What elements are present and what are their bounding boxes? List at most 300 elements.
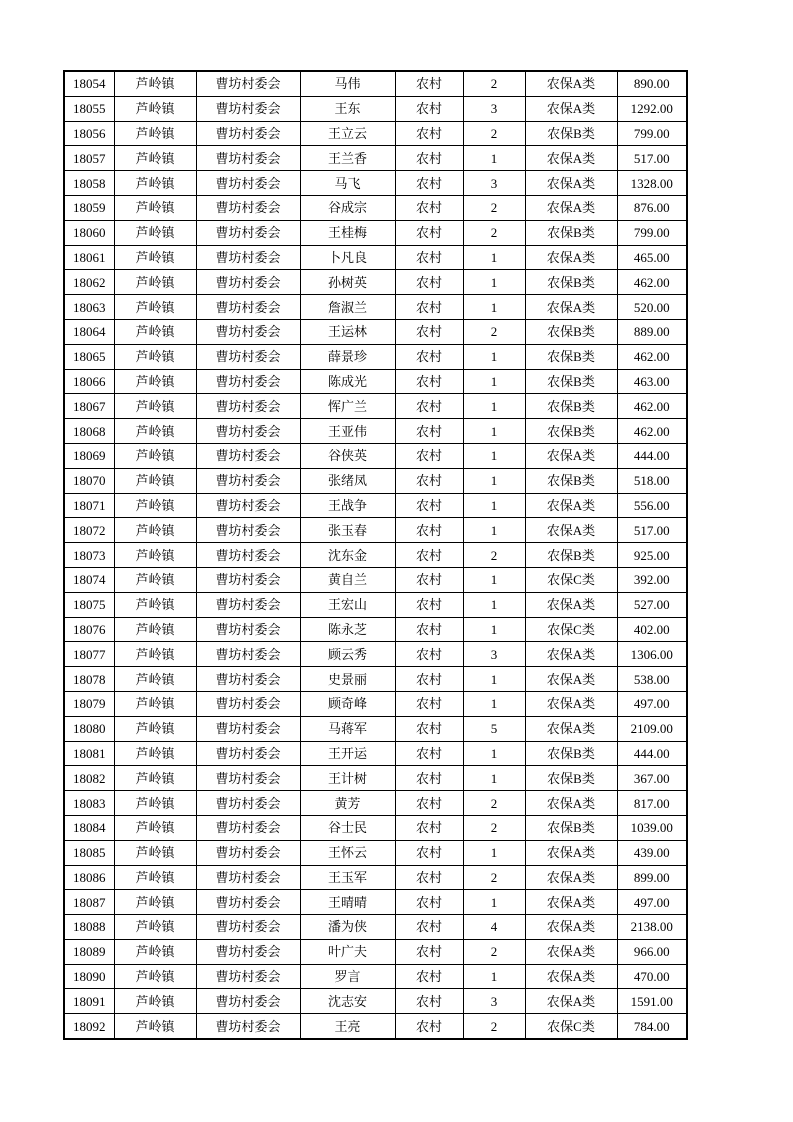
cell-serial-number: 18088 [64,915,114,940]
cell-town: 芦岭镇 [114,865,196,890]
cell-amount: 799.00 [617,220,687,245]
cell-household-type: 农村 [395,369,463,394]
cell-amount: 462.00 [617,419,687,444]
cell-serial-number: 18060 [64,220,114,245]
cell-amount: 1306.00 [617,642,687,667]
cell-household-type: 农村 [395,295,463,320]
cell-town: 芦岭镇 [114,171,196,196]
cell-amount: 1328.00 [617,171,687,196]
cell-person-count: 2 [463,815,525,840]
cell-insurance-category: 农保B类 [525,543,617,568]
cell-serial-number: 18070 [64,468,114,493]
cell-insurance-category: 农保C类 [525,617,617,642]
table-row [64,493,687,518]
cell-insurance-category: 农保A类 [525,791,617,816]
cell-serial-number: 18062 [64,270,114,295]
table-row [64,865,687,890]
cell-household-type: 农村 [395,989,463,1014]
cell-serial-number: 18073 [64,543,114,568]
cell-person-name: 顾奇峰 [300,691,395,716]
cell-town: 芦岭镇 [114,295,196,320]
cell-person-count: 1 [463,567,525,592]
cell-insurance-category: 农保C类 [525,567,617,592]
cell-serial-number: 18056 [64,121,114,146]
cell-household-type: 农村 [395,468,463,493]
table-row [64,617,687,642]
cell-person-name: 马飞 [300,171,395,196]
cell-town: 芦岭镇 [114,71,196,96]
cell-village-committee: 曹坊村委会 [196,121,300,146]
cell-person-name: 王立云 [300,121,395,146]
cell-insurance-category: 农保B类 [525,815,617,840]
cell-town: 芦岭镇 [114,691,196,716]
cell-person-name: 王东 [300,96,395,121]
cell-person-count: 3 [463,96,525,121]
cell-insurance-category: 农保A类 [525,890,617,915]
table-row [64,964,687,989]
cell-person-count: 1 [463,344,525,369]
cell-village-committee: 曹坊村委会 [196,815,300,840]
cell-insurance-category: 农保A类 [525,71,617,96]
cell-serial-number: 18090 [64,964,114,989]
table-row [64,121,687,146]
cell-person-name: 薛景珍 [300,344,395,369]
cell-insurance-category: 农保B类 [525,468,617,493]
table-row [64,369,687,394]
cell-serial-number: 18063 [64,295,114,320]
cell-village-committee: 曹坊村委会 [196,493,300,518]
table-row [64,96,687,121]
cell-village-committee: 曹坊村委会 [196,195,300,220]
cell-person-count: 1 [463,468,525,493]
cell-serial-number: 18067 [64,394,114,419]
cell-village-committee: 曹坊村委会 [196,369,300,394]
cell-town: 芦岭镇 [114,617,196,642]
cell-town: 芦岭镇 [114,146,196,171]
cell-insurance-category: 农保A类 [525,443,617,468]
cell-serial-number: 18068 [64,419,114,444]
cell-person-name: 谷士民 [300,815,395,840]
cell-household-type: 农村 [395,419,463,444]
cell-village-committee: 曹坊村委会 [196,915,300,940]
cell-town: 芦岭镇 [114,741,196,766]
table-row [64,220,687,245]
table-row [64,915,687,940]
table-row [64,716,687,741]
cell-amount: 876.00 [617,195,687,220]
cell-village-committee: 曹坊村委会 [196,220,300,245]
cell-household-type: 农村 [395,741,463,766]
cell-town: 芦岭镇 [114,518,196,543]
cell-household-type: 农村 [395,791,463,816]
cell-serial-number: 18081 [64,741,114,766]
cell-person-name: 潘为侠 [300,915,395,940]
cell-person-name: 黄自兰 [300,567,395,592]
cell-household-type: 农村 [395,865,463,890]
cell-town: 芦岭镇 [114,890,196,915]
cell-household-type: 农村 [395,567,463,592]
cell-town: 芦岭镇 [114,716,196,741]
cell-town: 芦岭镇 [114,667,196,692]
cell-person-name: 顾云秀 [300,642,395,667]
cell-serial-number: 18065 [64,344,114,369]
cell-person-count: 1 [463,369,525,394]
cell-amount: 520.00 [617,295,687,320]
cell-person-count: 4 [463,915,525,940]
cell-village-committee: 曹坊村委会 [196,171,300,196]
cell-insurance-category: 农保A类 [525,146,617,171]
table-row [64,394,687,419]
cell-village-committee: 曹坊村委会 [196,716,300,741]
table-body [64,71,687,1039]
cell-serial-number: 18085 [64,840,114,865]
cell-person-count: 1 [463,270,525,295]
cell-household-type: 农村 [395,915,463,940]
table-row [64,592,687,617]
cell-amount: 527.00 [617,592,687,617]
cell-village-committee: 曹坊村委会 [196,691,300,716]
cell-amount: 439.00 [617,840,687,865]
cell-person-name: 王兰香 [300,146,395,171]
table-row [64,989,687,1014]
cell-serial-number: 18054 [64,71,114,96]
cell-amount: 444.00 [617,443,687,468]
cell-town: 芦岭镇 [114,493,196,518]
cell-town: 芦岭镇 [114,369,196,394]
cell-town: 芦岭镇 [114,939,196,964]
cell-town: 芦岭镇 [114,915,196,940]
cell-person-count: 1 [463,419,525,444]
cell-household-type: 农村 [395,443,463,468]
cell-person-count: 2 [463,220,525,245]
cell-serial-number: 18074 [64,567,114,592]
cell-person-count: 2 [463,319,525,344]
cell-person-name: 黄芳 [300,791,395,816]
cell-amount: 517.00 [617,146,687,171]
cell-amount: 1039.00 [617,815,687,840]
cell-town: 芦岭镇 [114,319,196,344]
cell-amount: 890.00 [617,71,687,96]
cell-village-committee: 曹坊村委会 [196,840,300,865]
cell-person-count: 1 [463,295,525,320]
cell-village-committee: 曹坊村委会 [196,71,300,96]
cell-village-committee: 曹坊村委会 [196,394,300,419]
table-row [64,815,687,840]
cell-town: 芦岭镇 [114,592,196,617]
cell-amount: 517.00 [617,518,687,543]
cell-household-type: 农村 [395,691,463,716]
cell-person-count: 1 [463,667,525,692]
cell-person-count: 1 [463,394,525,419]
cell-serial-number: 18058 [64,171,114,196]
cell-household-type: 农村 [395,394,463,419]
table-row [64,245,687,270]
cell-household-type: 农村 [395,319,463,344]
table-row [64,543,687,568]
cell-serial-number: 18075 [64,592,114,617]
cell-person-name: 沈东金 [300,543,395,568]
table-row [64,270,687,295]
cell-amount: 462.00 [617,270,687,295]
cell-person-count: 2 [463,1014,525,1039]
cell-person-name: 王宏山 [300,592,395,617]
cell-village-committee: 曹坊村委会 [196,443,300,468]
cell-village-committee: 曹坊村委会 [196,567,300,592]
cell-town: 芦岭镇 [114,791,196,816]
cell-household-type: 农村 [395,518,463,543]
cell-town: 芦岭镇 [114,443,196,468]
cell-household-type: 农村 [395,716,463,741]
cell-insurance-category: 农保B类 [525,419,617,444]
cell-village-committee: 曹坊村委会 [196,741,300,766]
cell-amount: 462.00 [617,394,687,419]
table-row [64,419,687,444]
cell-person-count: 3 [463,171,525,196]
cell-household-type: 农村 [395,890,463,915]
cell-village-committee: 曹坊村委会 [196,865,300,890]
cell-household-type: 农村 [395,96,463,121]
cell-person-name: 王怀云 [300,840,395,865]
cell-amount: 889.00 [617,319,687,344]
table-row [64,195,687,220]
table-row [64,642,687,667]
cell-village-committee: 曹坊村委会 [196,766,300,791]
table-row [64,146,687,171]
cell-person-name: 王亚伟 [300,419,395,444]
cell-insurance-category: 农保B类 [525,741,617,766]
cell-town: 芦岭镇 [114,1014,196,1039]
cell-town: 芦岭镇 [114,964,196,989]
cell-town: 芦岭镇 [114,344,196,369]
cell-serial-number: 18086 [64,865,114,890]
cell-serial-number: 18064 [64,319,114,344]
cell-insurance-category: 农保A类 [525,915,617,940]
cell-person-name: 王计树 [300,766,395,791]
cell-person-name: 卜凡良 [300,245,395,270]
cell-person-count: 3 [463,989,525,1014]
cell-insurance-category: 农保A类 [525,865,617,890]
cell-person-count: 1 [463,518,525,543]
cell-household-type: 农村 [395,245,463,270]
cell-insurance-category: 农保B类 [525,220,617,245]
cell-town: 芦岭镇 [114,220,196,245]
cell-insurance-category: 农保A类 [525,245,617,270]
cell-serial-number: 18083 [64,791,114,816]
cell-village-committee: 曹坊村委会 [196,96,300,121]
cell-town: 芦岭镇 [114,419,196,444]
cell-person-count: 1 [463,592,525,617]
cell-town: 芦岭镇 [114,468,196,493]
cell-town: 芦岭镇 [114,195,196,220]
cell-person-count: 1 [463,617,525,642]
cell-household-type: 农村 [395,642,463,667]
cell-amount: 518.00 [617,468,687,493]
cell-insurance-category: 农保B类 [525,394,617,419]
cell-insurance-category: 农保A类 [525,989,617,1014]
cell-serial-number: 18089 [64,939,114,964]
table-row [64,468,687,493]
cell-household-type: 农村 [395,71,463,96]
cell-household-type: 农村 [395,667,463,692]
cell-serial-number: 18079 [64,691,114,716]
cell-person-count: 1 [463,890,525,915]
cell-household-type: 农村 [395,270,463,295]
cell-person-count: 1 [463,840,525,865]
cell-village-committee: 曹坊村委会 [196,295,300,320]
cell-amount: 1292.00 [617,96,687,121]
cell-village-committee: 曹坊村委会 [196,964,300,989]
cell-village-committee: 曹坊村委会 [196,270,300,295]
cell-person-name: 谷成宗 [300,195,395,220]
cell-insurance-category: 农保B类 [525,270,617,295]
cell-village-committee: 曹坊村委会 [196,419,300,444]
cell-person-name: 谷侠英 [300,443,395,468]
cell-serial-number: 18059 [64,195,114,220]
cell-insurance-category: 农保A类 [525,493,617,518]
cell-person-name: 孙树英 [300,270,395,295]
cell-insurance-category: 农保A类 [525,171,617,196]
cell-serial-number: 18061 [64,245,114,270]
cell-person-count: 2 [463,791,525,816]
cell-insurance-category: 农保B类 [525,344,617,369]
cell-village-committee: 曹坊村委会 [196,146,300,171]
cell-amount: 497.00 [617,691,687,716]
cell-amount: 462.00 [617,344,687,369]
cell-village-committee: 曹坊村委会 [196,245,300,270]
table-row [64,766,687,791]
table-row [64,295,687,320]
cell-person-name: 陈成光 [300,369,395,394]
cell-person-name: 王晴晴 [300,890,395,915]
cell-insurance-category: 农保A类 [525,96,617,121]
cell-serial-number: 18082 [64,766,114,791]
cell-town: 芦岭镇 [114,815,196,840]
cell-village-committee: 曹坊村委会 [196,667,300,692]
cell-insurance-category: 农保A类 [525,716,617,741]
table-row [64,567,687,592]
cell-person-count: 1 [463,766,525,791]
cell-household-type: 农村 [395,1014,463,1039]
cell-insurance-category: 农保A类 [525,642,617,667]
cell-village-committee: 曹坊村委会 [196,592,300,617]
table-row [64,791,687,816]
cell-village-committee: 曹坊村委会 [196,642,300,667]
cell-village-committee: 曹坊村委会 [196,319,300,344]
cell-person-name: 詹淑兰 [300,295,395,320]
cell-household-type: 农村 [395,840,463,865]
cell-village-committee: 曹坊村委会 [196,468,300,493]
cell-insurance-category: 农保A类 [525,592,617,617]
cell-person-name: 王开运 [300,741,395,766]
cell-insurance-category: 农保B类 [525,319,617,344]
cell-person-name: 沈志安 [300,989,395,1014]
cell-person-count: 1 [463,245,525,270]
cell-household-type: 农村 [395,493,463,518]
cell-person-count: 1 [463,741,525,766]
table-row [64,741,687,766]
cell-household-type: 农村 [395,344,463,369]
cell-serial-number: 18072 [64,518,114,543]
cell-person-count: 1 [463,146,525,171]
cell-person-name: 叶广夫 [300,939,395,964]
cell-person-count: 2 [463,195,525,220]
cell-serial-number: 18087 [64,890,114,915]
cell-person-count: 2 [463,865,525,890]
cell-person-name: 恽广兰 [300,394,395,419]
cell-village-committee: 曹坊村委会 [196,518,300,543]
table-row [64,667,687,692]
table-row [64,344,687,369]
cell-serial-number: 18084 [64,815,114,840]
cell-amount: 463.00 [617,369,687,394]
cell-town: 芦岭镇 [114,121,196,146]
cell-serial-number: 18080 [64,716,114,741]
cell-person-name: 王运林 [300,319,395,344]
cell-serial-number: 18057 [64,146,114,171]
cell-person-count: 1 [463,691,525,716]
table-row [64,890,687,915]
cell-amount: 817.00 [617,791,687,816]
cell-person-name: 王亮 [300,1014,395,1039]
cell-serial-number: 18069 [64,443,114,468]
cell-insurance-category: 农保A类 [525,518,617,543]
cell-person-count: 1 [463,964,525,989]
cell-town: 芦岭镇 [114,642,196,667]
cell-amount: 392.00 [617,567,687,592]
cell-person-count: 5 [463,716,525,741]
cell-household-type: 农村 [395,617,463,642]
cell-person-name: 史景丽 [300,667,395,692]
cell-town: 芦岭镇 [114,766,196,791]
cell-amount: 402.00 [617,617,687,642]
cell-person-name: 张玉春 [300,518,395,543]
table-row [64,518,687,543]
table-row [64,939,687,964]
cell-person-name: 张绪凤 [300,468,395,493]
table-row [64,840,687,865]
cell-town: 芦岭镇 [114,543,196,568]
cell-amount: 784.00 [617,1014,687,1039]
cell-household-type: 农村 [395,220,463,245]
cell-person-name: 陈永芝 [300,617,395,642]
cell-person-count: 1 [463,493,525,518]
cell-serial-number: 18055 [64,96,114,121]
cell-household-type: 农村 [395,939,463,964]
table-row [64,71,687,96]
cell-person-count: 2 [463,939,525,964]
cell-serial-number: 18071 [64,493,114,518]
cell-serial-number: 18078 [64,667,114,692]
cell-town: 芦岭镇 [114,567,196,592]
cell-person-count: 2 [463,543,525,568]
cell-household-type: 农村 [395,146,463,171]
cell-amount: 966.00 [617,939,687,964]
cell-person-count: 2 [463,121,525,146]
cell-town: 芦岭镇 [114,840,196,865]
cell-amount: 538.00 [617,667,687,692]
cell-serial-number: 18091 [64,989,114,1014]
insurance-roster-table [63,70,688,1040]
cell-serial-number: 18076 [64,617,114,642]
table-row [64,1014,687,1039]
cell-serial-number: 18092 [64,1014,114,1039]
cell-village-committee: 曹坊村委会 [196,890,300,915]
cell-serial-number: 18066 [64,369,114,394]
table-row [64,443,687,468]
cell-amount: 465.00 [617,245,687,270]
cell-amount: 2138.00 [617,915,687,940]
cell-village-committee: 曹坊村委会 [196,617,300,642]
